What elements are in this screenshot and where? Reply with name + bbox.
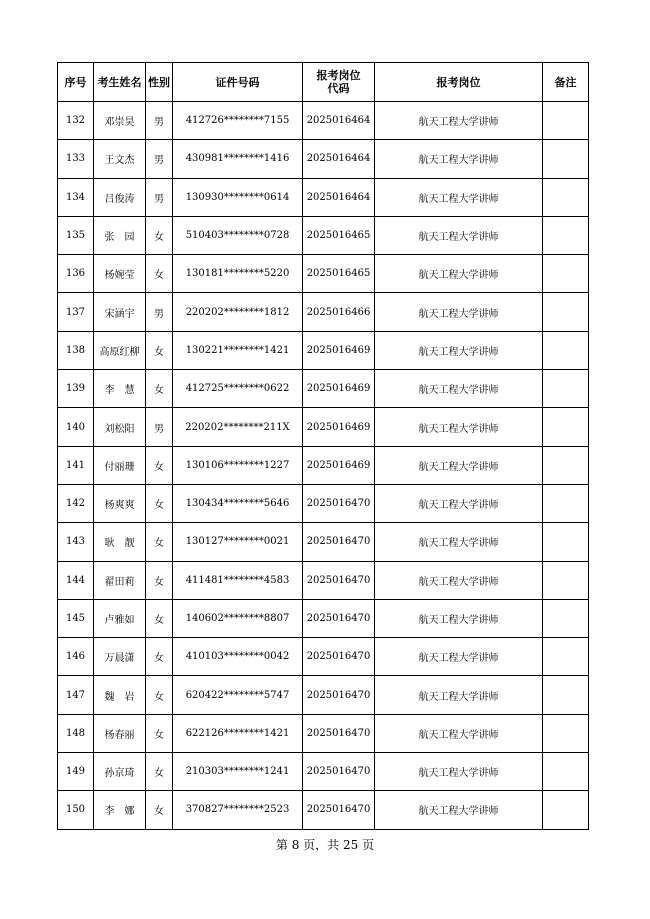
cell-post: 航天工程大学讲师 [375,446,543,484]
cell-id-number: 220202********211X [173,408,303,446]
cell-seq: 132 [58,102,94,140]
header-post: 报考岗位 [375,63,543,102]
cell-post-code: 2025016466 [303,293,375,331]
cell-post-code: 2025016470 [303,523,375,561]
cell-post-code: 2025016469 [303,408,375,446]
cell-seq: 139 [58,370,94,408]
table-row [58,561,589,599]
table-row [58,140,589,178]
cell-name: 孙京琦 [94,753,146,791]
cell-note [543,638,589,676]
cell-post-code: 2025016469 [303,331,375,369]
cell-gender: 女 [146,255,173,293]
table-row [58,523,589,561]
table-row [58,676,589,714]
cell-seq: 150 [58,791,94,829]
cell-seq: 143 [58,523,94,561]
table-row [58,714,589,752]
cell-name: 付丽珊 [94,446,146,484]
cell-gender: 男 [146,102,173,140]
cell-note [543,255,589,293]
candidate-table [57,62,589,830]
cell-seq: 135 [58,216,94,254]
cell-post: 航天工程大学讲师 [375,484,543,522]
cell-id-number: 411481********4583 [173,561,303,599]
cell-gender: 女 [146,753,173,791]
cell-note [543,102,589,140]
cell-seq: 140 [58,408,94,446]
cell-gender: 女 [146,599,173,637]
cell-post: 航天工程大学讲师 [375,102,543,140]
cell-note [543,370,589,408]
table-row [58,599,589,637]
cell-id-number: 210303********1241 [173,753,303,791]
cell-gender: 女 [146,676,173,714]
cell-note [543,676,589,714]
cell-gender: 男 [146,408,173,446]
cell-note [543,791,589,829]
cell-seq: 136 [58,255,94,293]
cell-post: 航天工程大学讲师 [375,599,543,637]
cell-post: 航天工程大学讲师 [375,370,543,408]
cell-id-number: 410103********0042 [173,638,303,676]
cell-name: 魏 岩 [94,676,146,714]
header-seq: 序号 [58,63,94,102]
table-row [58,370,589,408]
cell-name: 邓崇昊 [94,102,146,140]
header-gender: 性别 [146,63,173,102]
cell-seq: 138 [58,331,94,369]
cell-name: 耿 靓 [94,523,146,561]
cell-gender: 女 [146,370,173,408]
cell-post-code: 2025016470 [303,484,375,522]
cell-id-number: 622126********1421 [173,714,303,752]
header-id-number: 证件号码 [173,63,303,102]
table-body [58,102,589,830]
cell-post-code: 2025016464 [303,102,375,140]
cell-post-code: 2025016470 [303,714,375,752]
cell-id-number: 220202********1812 [173,293,303,331]
cell-seq: 141 [58,446,94,484]
cell-id-number: 130930********0614 [173,178,303,216]
cell-name: 李 娜 [94,791,146,829]
cell-seq: 137 [58,293,94,331]
cell-gender: 女 [146,714,173,752]
cell-note [543,331,589,369]
table-row [58,216,589,254]
cell-gender: 女 [146,484,173,522]
cell-seq: 146 [58,638,94,676]
cell-id-number: 140602********8807 [173,599,303,637]
cell-name: 刘松阳 [94,408,146,446]
header-name: 考生姓名 [94,63,146,102]
cell-gender: 男 [146,140,173,178]
cell-post-code: 2025016470 [303,791,375,829]
table-row [58,255,589,293]
header-post-code [303,63,375,102]
table-row [58,293,589,331]
table-row [58,446,589,484]
cell-note [543,293,589,331]
table-row [58,408,589,446]
cell-post-code: 2025016464 [303,178,375,216]
cell-id-number: 412726********7155 [173,102,303,140]
cell-name: 杨爽爽 [94,484,146,522]
cell-gender: 女 [146,638,173,676]
cell-seq: 144 [58,561,94,599]
cell-post: 航天工程大学讲师 [375,255,543,293]
table-row [58,753,589,791]
cell-post-code: 2025016470 [303,676,375,714]
table-row [58,484,589,522]
cell-seq: 147 [58,676,94,714]
cell-id-number: 370827********2523 [173,791,303,829]
cell-name: 翟田莉 [94,561,146,599]
cell-gender: 女 [146,561,173,599]
cell-post: 航天工程大学讲师 [375,561,543,599]
cell-id-number: 130434********5646 [173,484,303,522]
cell-id-number: 130181********5220 [173,255,303,293]
table-row [58,178,589,216]
cell-id-number: 130127********0021 [173,523,303,561]
cell-name: 高原红柳 [94,331,146,369]
cell-seq: 148 [58,714,94,752]
cell-post: 航天工程大学讲师 [375,714,543,752]
cell-gender: 女 [146,523,173,561]
cell-gender: 女 [146,446,173,484]
cell-note [543,216,589,254]
cell-gender: 女 [146,216,173,254]
table-row [58,102,589,140]
cell-id-number: 620422********5747 [173,676,303,714]
cell-seq: 133 [58,140,94,178]
cell-post: 航天工程大学讲师 [375,638,543,676]
cell-seq: 142 [58,484,94,522]
cell-post: 航天工程大学讲师 [375,140,543,178]
cell-post-code: 2025016470 [303,638,375,676]
table-row [58,331,589,369]
table-row [58,791,589,829]
cell-post-code: 2025016469 [303,446,375,484]
cell-post-code: 2025016470 [303,599,375,637]
cell-id-number: 130106********1227 [173,446,303,484]
header-post-code-line1: 报考岗位 [316,69,361,82]
cell-name: 杨春丽 [94,714,146,752]
cell-id-number: 412725********0622 [173,370,303,408]
cell-post: 航天工程大学讲师 [375,791,543,829]
cell-note [543,561,589,599]
cell-post-code: 2025016464 [303,140,375,178]
cell-post-code: 2025016465 [303,255,375,293]
cell-post: 航天工程大学讲师 [375,331,543,369]
cell-name: 卢雅如 [94,599,146,637]
cell-post-code: 2025016469 [303,370,375,408]
header-post-code-line2: 代码 [327,82,350,95]
cell-gender: 女 [146,791,173,829]
cell-post: 航天工程大学讲师 [375,216,543,254]
cell-name: 张 园 [94,216,146,254]
cell-name: 李 慧 [94,370,146,408]
header-note: 备注 [543,63,589,102]
cell-name: 吕俊涛 [94,178,146,216]
cell-name: 宋涵宇 [94,293,146,331]
cell-seq: 145 [58,599,94,637]
cell-post: 航天工程大学讲师 [375,523,543,561]
cell-id-number: 510403********0728 [173,216,303,254]
cell-note [543,523,589,561]
cell-note [543,140,589,178]
cell-post-code: 2025016470 [303,561,375,599]
cell-post-code: 2025016470 [303,753,375,791]
cell-id-number: 130221********1421 [173,331,303,369]
cell-note [543,178,589,216]
cell-gender: 男 [146,293,173,331]
cell-note [543,484,589,522]
cell-name: 杨婉莹 [94,255,146,293]
cell-post: 航天工程大学讲师 [375,408,543,446]
table-header [58,63,589,102]
page-footer: 第 8 页，共 25 页 [275,838,375,852]
cell-post: 航天工程大学讲师 [375,753,543,791]
cell-seq: 134 [58,178,94,216]
cell-note [543,408,589,446]
table-row [58,638,589,676]
cell-gender: 女 [146,331,173,369]
cell-post: 航天工程大学讲师 [375,293,543,331]
cell-gender: 男 [146,178,173,216]
cell-name: 万晨潇 [94,638,146,676]
cell-post: 航天工程大学讲师 [375,178,543,216]
cell-note [543,714,589,752]
cell-seq: 149 [58,753,94,791]
cell-note [543,599,589,637]
cell-note [543,446,589,484]
cell-post-code: 2025016465 [303,216,375,254]
cell-post: 航天工程大学讲师 [375,676,543,714]
cell-name: 王文杰 [94,140,146,178]
cell-note [543,753,589,791]
cell-id-number: 430981********1416 [173,140,303,178]
